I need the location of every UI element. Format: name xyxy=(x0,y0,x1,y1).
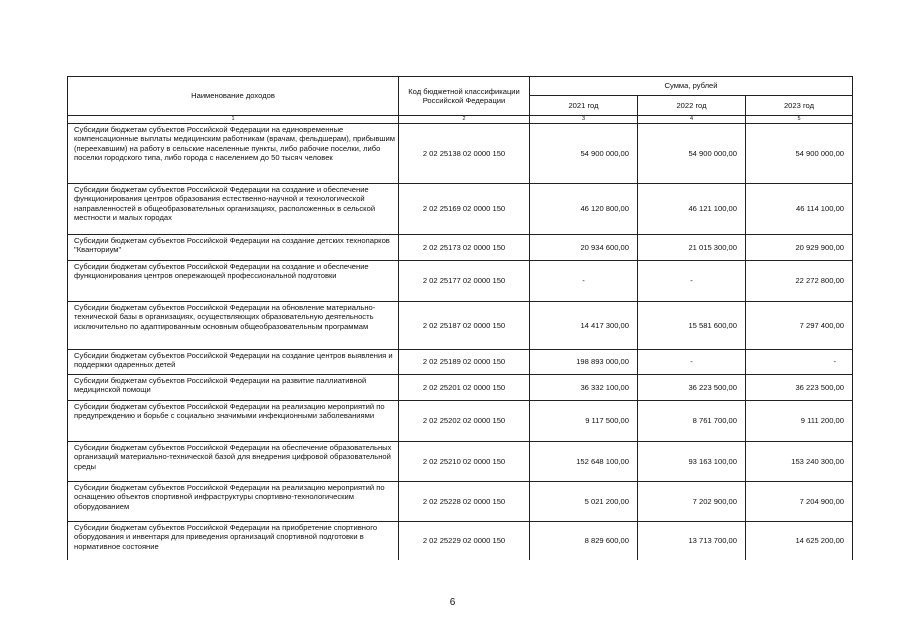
row-code: 2 02 25177 02 0000 150 xyxy=(399,261,530,302)
row-name: Субсидии бюджетам субъектов Российской Федерации на создание детских технопарков "Кванториум" xyxy=(68,235,399,261)
row-value-2022: 36 223 500,00 xyxy=(638,375,746,401)
row-value-2022: 93 163 100,00 xyxy=(638,442,746,482)
row-value-2023: - xyxy=(746,350,853,375)
row-name: Субсидии бюджетам субъектов Российской Федерации на создание центров выявления и поддержки одаренных детей xyxy=(68,350,399,375)
col-number-2: 2 xyxy=(399,116,530,124)
row-value-2023: 20 929 900,00 xyxy=(746,235,853,261)
header-year-2022: 2022 год xyxy=(638,96,746,116)
row-code: 2 02 25187 02 0000 150 xyxy=(399,302,530,350)
table-row xyxy=(68,235,853,261)
table-row xyxy=(68,302,853,350)
row-value-2023: 22 272 800,00 xyxy=(746,261,853,302)
table-row xyxy=(68,522,853,560)
table-row xyxy=(68,124,853,184)
row-value-2022: 13 713 700,00 xyxy=(638,522,746,560)
row-value-2021: 20 934 600,00 xyxy=(530,235,638,261)
row-value-2022: 21 015 300,00 xyxy=(638,235,746,261)
row-code: 2 02 25202 02 0000 150 xyxy=(399,401,530,442)
col-number-4: 4 xyxy=(638,116,746,124)
row-value-2021: 152 648 100,00 xyxy=(530,442,638,482)
row-value-2023: 46 114 100,00 xyxy=(746,184,853,235)
col-number-1: 1 xyxy=(68,116,399,124)
col-number-5: 5 xyxy=(746,116,853,124)
row-name: Субсидии бюджетам субъектов Российской Федерации на создание и обеспечение функционирования центров опережающей профессиональной подготовки xyxy=(68,261,399,302)
row-code: 2 02 25189 02 0000 150 xyxy=(399,350,530,375)
row-value-2021: 54 900 000,00 xyxy=(530,124,638,184)
row-value-2021: 198 893 000,00 xyxy=(530,350,638,375)
row-code: 2 02 25173 02 0000 150 xyxy=(399,235,530,261)
row-name: Субсидии бюджетам субъектов Российской Федерации на реализацию мероприятий по оснащению объектов спортивной инфраструктуры спортивно-технологическим оборудованием xyxy=(68,482,399,522)
table-row xyxy=(68,482,853,522)
row-value-2022: 8 761 700,00 xyxy=(638,401,746,442)
header-code: Код бюджетной классификации Российской Федерации xyxy=(399,77,530,116)
header-year-2023: 2023 год xyxy=(746,96,853,116)
row-value-2021: 9 117 500,00 xyxy=(530,401,638,442)
row-name: Субсидии бюджетам субъектов Российской Федерации на обеспечение образовательных организаций материально-технической базой для внедрения цифровой образовательной среды xyxy=(68,442,399,482)
row-value-2023: 54 900 000,00 xyxy=(746,124,853,184)
row-value-2022: 15 581 600,00 xyxy=(638,302,746,350)
row-code: 2 02 25138 02 0000 150 xyxy=(399,124,530,184)
row-code: 2 02 25228 02 0000 150 xyxy=(399,482,530,522)
row-value-2021: - xyxy=(530,261,638,302)
row-code: 2 02 25169 02 0000 150 xyxy=(399,184,530,235)
row-value-2023: 7 204 900,00 xyxy=(746,482,853,522)
row-name: Субсидии бюджетам субъектов Российской Федерации на создание и обеспечение функционирования центров образования естественно-научной и технологической направленностей в общеобразовательных организациях, расположенных в сельской местности и малых городах xyxy=(68,184,399,235)
header-year-2021: 2021 год xyxy=(530,96,638,116)
row-name: Субсидии бюджетам субъектов Российской Федерации на реализацию мероприятий по предупреждению и борьбе с социально значимыми инфекционными заболеваниями xyxy=(68,401,399,442)
row-value-2021: 36 332 100,00 xyxy=(530,375,638,401)
row-value-2022: 7 202 900,00 xyxy=(638,482,746,522)
table-row xyxy=(68,401,853,442)
budget-revenue-table xyxy=(67,76,853,560)
row-value-2021: 8 829 600,00 xyxy=(530,522,638,560)
table-row xyxy=(68,350,853,375)
row-value-2022: - xyxy=(638,261,746,302)
row-value-2021: 5 021 200,00 xyxy=(530,482,638,522)
row-value-2023: 153 240 300,00 xyxy=(746,442,853,482)
row-code: 2 02 25229 02 0000 150 xyxy=(399,522,530,560)
table-row xyxy=(68,375,853,401)
col-number-3: 3 xyxy=(530,116,638,124)
row-value-2023: 14 625 200,00 xyxy=(746,522,853,560)
row-value-2022: - xyxy=(638,350,746,375)
row-value-2021: 46 120 800,00 xyxy=(530,184,638,235)
row-name: Субсидии бюджетам субъектов Российской Федерации на приобретение спортивного оборудования и инвентаря для приведения организаций спортивной подготовки в нормативное состояние xyxy=(68,522,399,560)
row-code: 2 02 25201 02 0000 150 xyxy=(399,375,530,401)
row-value-2022: 46 121 100,00 xyxy=(638,184,746,235)
table-row xyxy=(68,442,853,482)
table-row xyxy=(68,184,853,235)
row-value-2023: 7 297 400,00 xyxy=(746,302,853,350)
row-value-2021: 14 417 300,00 xyxy=(530,302,638,350)
row-name: Субсидии бюджетам субъектов Российской Федерации на обновление материально-технической базы в организациях, осуществляющих образовательную деятельность исключительно по адаптированным основным общеобразовательным программам xyxy=(68,302,399,350)
row-name: Субсидии бюджетам субъектов Российской Федерации на единовременные компенсационные выплаты медицинским работникам (врачам, фельдшерам), прибывшим (переехавшим) на работу в сельские населенные пункты, либо рабочие поселки, либо поселки городского типа, либо города с населением до 50 тысяч человек xyxy=(68,124,399,184)
row-value-2023: 9 111 200,00 xyxy=(746,401,853,442)
row-value-2022: 54 900 000,00 xyxy=(638,124,746,184)
row-value-2023: 36 223 500,00 xyxy=(746,375,853,401)
row-code: 2 02 25210 02 0000 150 xyxy=(399,442,530,482)
page-number: 6 xyxy=(449,597,456,608)
header-sum: Сумма, рублей xyxy=(530,77,853,96)
header-name: Наименование доходов xyxy=(68,77,399,116)
table-row xyxy=(68,261,853,302)
row-name: Субсидии бюджетам субъектов Российской Федерации на развитие паллиативной медицинской помощи xyxy=(68,375,399,401)
